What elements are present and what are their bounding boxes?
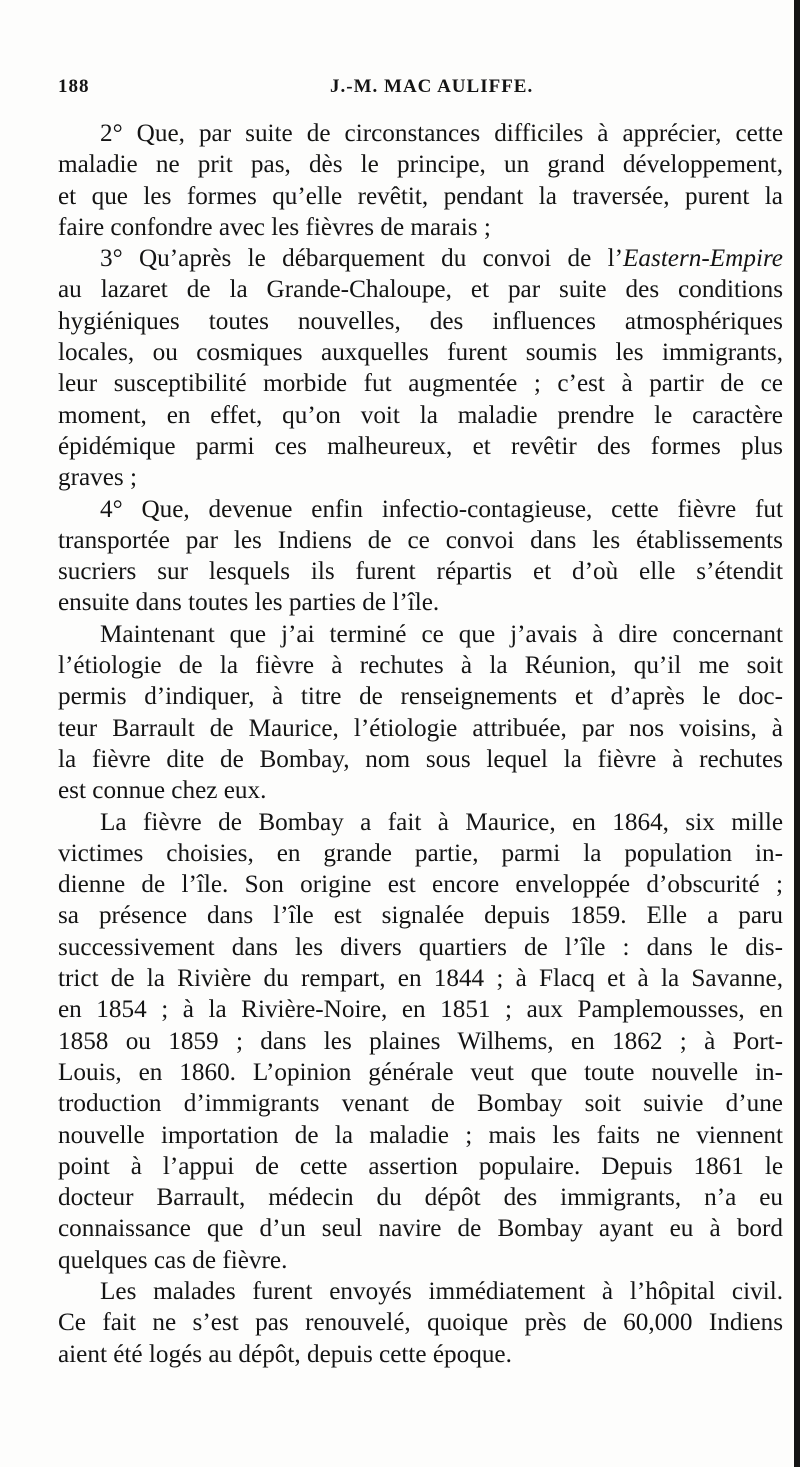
text-line: troduction d’immigrants venant de Bombay soit suivie d’une bbox=[58, 1090, 783, 1118]
text-line: 1858 ou 1859 ; dans les plaines Wilhems, en 1862 ; à Port- bbox=[58, 1027, 783, 1055]
text-line: sa présence dans l’île est signalée depuis 1859. Elle a paru bbox=[58, 902, 783, 930]
text-line: en 1854 ; à la Rivière-Noire, en 1851 ; aux Pamplemousses, en bbox=[58, 996, 783, 1024]
text-line: permis d’indiquer, à titre de renseignements et d’après le doc- bbox=[58, 683, 783, 711]
text-line: locales, ou cosmiques auxquelles furent soumis les immigrants, bbox=[58, 339, 783, 367]
text-line: La fièvre de Bombay a fait à Maurice, en 1864, six mille bbox=[100, 808, 783, 836]
text-line: moment, en effet, qu’on voit la maladie prendre le caractère bbox=[58, 401, 783, 429]
text-line: Ce fait ne s’est pas renouvelé, quoique près de 60,000 Indiens bbox=[58, 1309, 783, 1337]
text-line: hygiéniques toutes nouvelles, des influences atmosphériques bbox=[58, 307, 783, 335]
text-line: épidémique parmi ces malheureux, et revêtir des formes plus bbox=[58, 432, 783, 460]
paragraph bbox=[58, 1276, 783, 1370]
paragraph bbox=[58, 494, 783, 619]
text-line: Maintenant que j’ai terminé ce que j’avais à dire concernant bbox=[100, 620, 783, 648]
text-line: ensuite dans toutes les parties de l’île. bbox=[58, 589, 440, 617]
page-edge-shadow bbox=[794, 0, 800, 1467]
text-line: point à l’appui de cette assertion populaire. Depuis 1861 le bbox=[58, 1152, 783, 1180]
page-number: 188 bbox=[58, 76, 90, 97]
text-line: 2° Que, par suite de circonstances difficiles à apprécier, cette bbox=[100, 120, 783, 147]
text-line: la fièvre dite de Bombay, nom sous lequel la fièvre à rechutes bbox=[58, 745, 783, 773]
text-line: est connue chez eux. bbox=[58, 777, 267, 805]
text-line: l’étiologie de la fièvre à rechutes à la Réunion, qu’il me soit bbox=[58, 652, 783, 680]
text-line: au lazaret de la Grande-Chaloupe, et par suite des conditions bbox=[58, 276, 783, 304]
text-line: teur Barrault de Maurice, l’étiologie attribuée, par nos voisins, à bbox=[58, 714, 783, 742]
running-head bbox=[58, 76, 758, 106]
text-line: aient été logés au dépôt, depuis cette époque. bbox=[58, 1340, 512, 1368]
text-line: 4° Que, devenue enfin infectio-contagieuse, cette fièvre fut bbox=[100, 495, 783, 523]
text-line: graves ; bbox=[58, 464, 138, 492]
text-line: et que les formes qu’elle revêtit, pendant la traversée, purent la bbox=[58, 182, 783, 210]
running-title: J.-M. MAC AULIFFE. bbox=[330, 76, 534, 97]
text-line: faire confondre avec les fièvres de marais ; bbox=[58, 213, 491, 241]
text-line: nouvelle importation de la maladie ; mais les faits ne viennent bbox=[58, 1121, 783, 1149]
text-line: sucriers sur lesquels ils furent répartis et d’où elle s’étendit bbox=[58, 558, 783, 586]
text-line: 3° Qu’après le débarquement du convoi de l’Eastern-Empire bbox=[100, 245, 783, 273]
paragraph bbox=[58, 118, 783, 243]
paragraph bbox=[58, 619, 783, 807]
text-line: Les malades furent envoyés immédiatement à l’hôpital civil. bbox=[100, 1277, 783, 1305]
text-line: leur susceptibilité morbide fut augmentée ; c’est à partir de ce bbox=[58, 370, 783, 398]
text-line: connaissance que d’un seul navire de Bombay ayant eu à bord bbox=[58, 1215, 783, 1243]
text-line: maladie ne prit pas, dès le principe, un grand développement, bbox=[58, 151, 783, 179]
body-text bbox=[58, 118, 783, 1370]
text-line: Louis, en 1860. L’opinion générale veut que toute nouvelle in- bbox=[58, 1058, 783, 1086]
paragraph bbox=[58, 243, 783, 493]
ship-name: Eastern-Empire bbox=[623, 245, 783, 273]
paragraph bbox=[58, 807, 783, 1276]
text-line: dienne de l’île. Son origine est encore enveloppée d’obscurité ; bbox=[58, 871, 783, 899]
text-line: trict de la Rivière du rempart, en 1844 ; à Flacq et à la Savanne, bbox=[58, 965, 783, 993]
text-line: victimes choisies, en grande partie, parmi la population in- bbox=[58, 839, 783, 867]
text-line: docteur Barrault, médecin du dépôt des immigrants, n’a eu bbox=[58, 1184, 783, 1212]
text-line: transportée par les Indiens de ce convoi dans les établissements bbox=[58, 526, 783, 554]
text-line: successivement dans les divers quartiers de l’île : dans le dis- bbox=[58, 933, 783, 961]
text-line: quelques cas de fièvre. bbox=[58, 1246, 288, 1274]
